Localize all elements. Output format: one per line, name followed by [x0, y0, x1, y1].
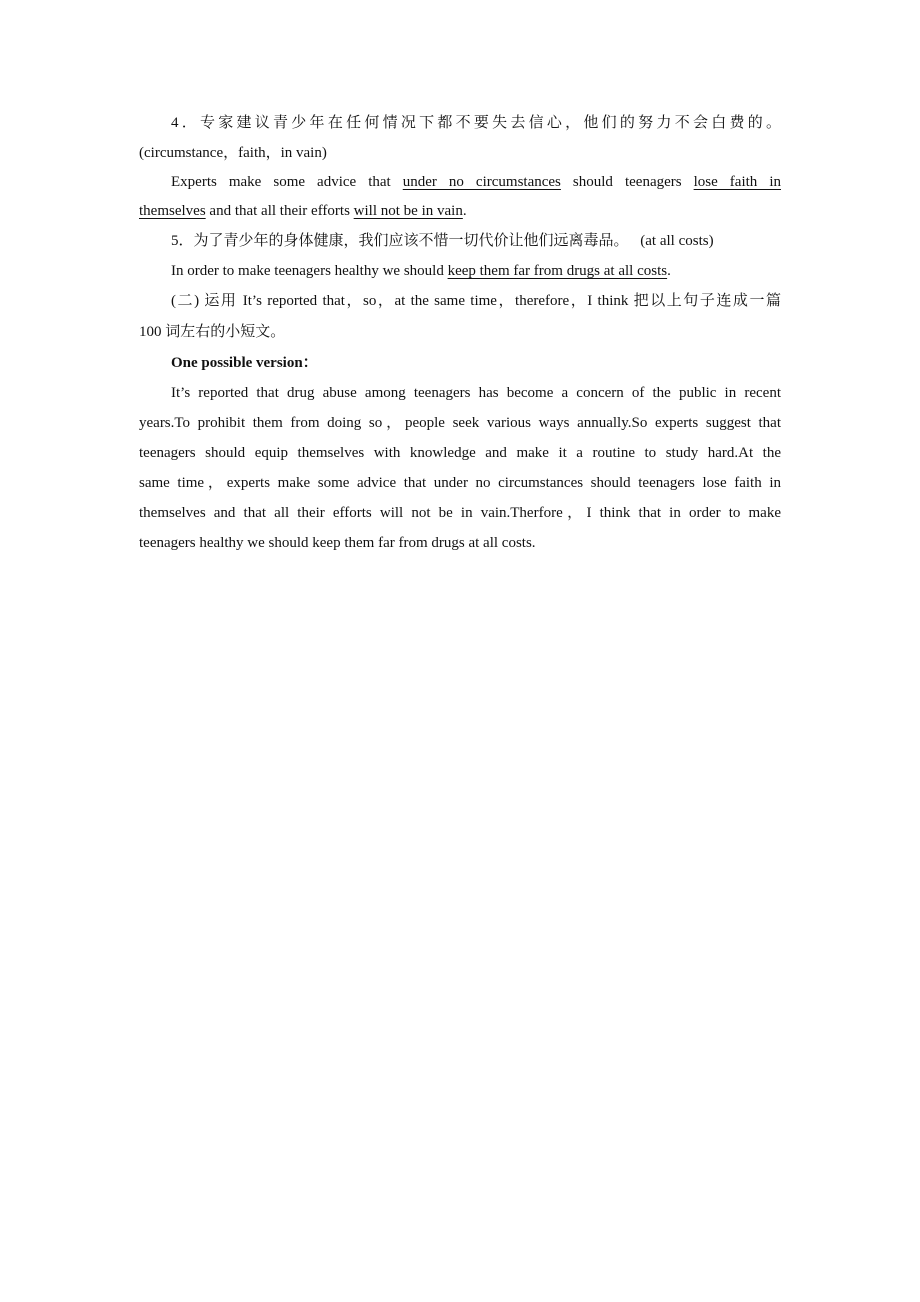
essay-line-text: years.To prohibit them from doing so，people seek various ways annually.So experts suggest that	[139, 415, 781, 431]
q4-chinese	[139, 108, 781, 138]
essay-line	[139, 438, 781, 468]
q4-answer-blank-2: lose faith in	[693, 174, 781, 190]
q5-chinese-text: 5．为了青少年的身体健康，我们应该不惜一切代价让他们远离毒品。	[171, 233, 629, 249]
q4-hint	[139, 138, 781, 168]
q4-answer-blank-1: under no circumstances	[402, 174, 561, 190]
q4-answer-text: should teenagers	[560, 174, 694, 190]
essay-line-text: teenagers should equip themselves with knowledge and make it a routine to study hard.At the	[139, 445, 781, 461]
essay-line	[139, 498, 781, 528]
q4-answer-period: .	[462, 203, 467, 219]
q4-answer-blank-2-cont: themselves	[139, 203, 206, 219]
essay-line-text: teenagers healthy we should keep them far from drugs at all costs.	[139, 535, 536, 551]
essay-line	[139, 468, 781, 498]
version-title-text: One possible version：	[171, 355, 318, 371]
q4-answer-line-2	[139, 196, 781, 226]
q5-answer-text: In order to make teenagers healthy we should	[171, 263, 448, 279]
q5-answer-period: .	[667, 263, 671, 279]
q4-answer-text: and that all their efforts	[205, 203, 354, 219]
essay-line-text: themselves and that all their efforts will not be in vain.Therfore，I think that in order to make	[139, 505, 781, 521]
q4-answer-blank-3: will not be in vain	[353, 203, 463, 219]
task2-instruction-line-1	[139, 286, 781, 316]
q4-answer-text: Experts make some advice that	[171, 174, 403, 190]
q4-chinese-text: 4．专家建议青少年在任何情况下都不要失去信心，他们的努力不会白费的。	[171, 115, 781, 131]
task2-instruction-line-2	[139, 316, 781, 348]
q5-answer	[139, 256, 781, 286]
essay-line	[139, 408, 781, 438]
q5-answer-blank: keep them far from drugs at all costs	[447, 263, 668, 279]
essay-paragraph	[139, 378, 781, 558]
essay-line	[139, 378, 781, 408]
task2-instruction-text: 100 词左右的小短文。	[139, 324, 286, 340]
q5-hint: (at all costs)	[640, 233, 714, 249]
task2-instruction-text: (二) 运用 It’s reported that，so，at the same time，therefore，I think 把以上句子连成一篇	[171, 293, 781, 309]
document-content	[139, 108, 781, 558]
version-title	[139, 348, 781, 378]
q4-answer-line-1	[139, 168, 781, 196]
essay-line-text: It’s reported that drug abuse among teenagers has become a concern of the public in recent	[171, 385, 781, 401]
essay-line-text: same time，experts make some advice that under no circumstances should teenagers lose faith in	[139, 475, 781, 491]
q4-hint-text: (circumstance，faith，in vain)	[139, 145, 327, 161]
essay-line	[139, 528, 781, 558]
q5-chinese	[139, 226, 781, 256]
